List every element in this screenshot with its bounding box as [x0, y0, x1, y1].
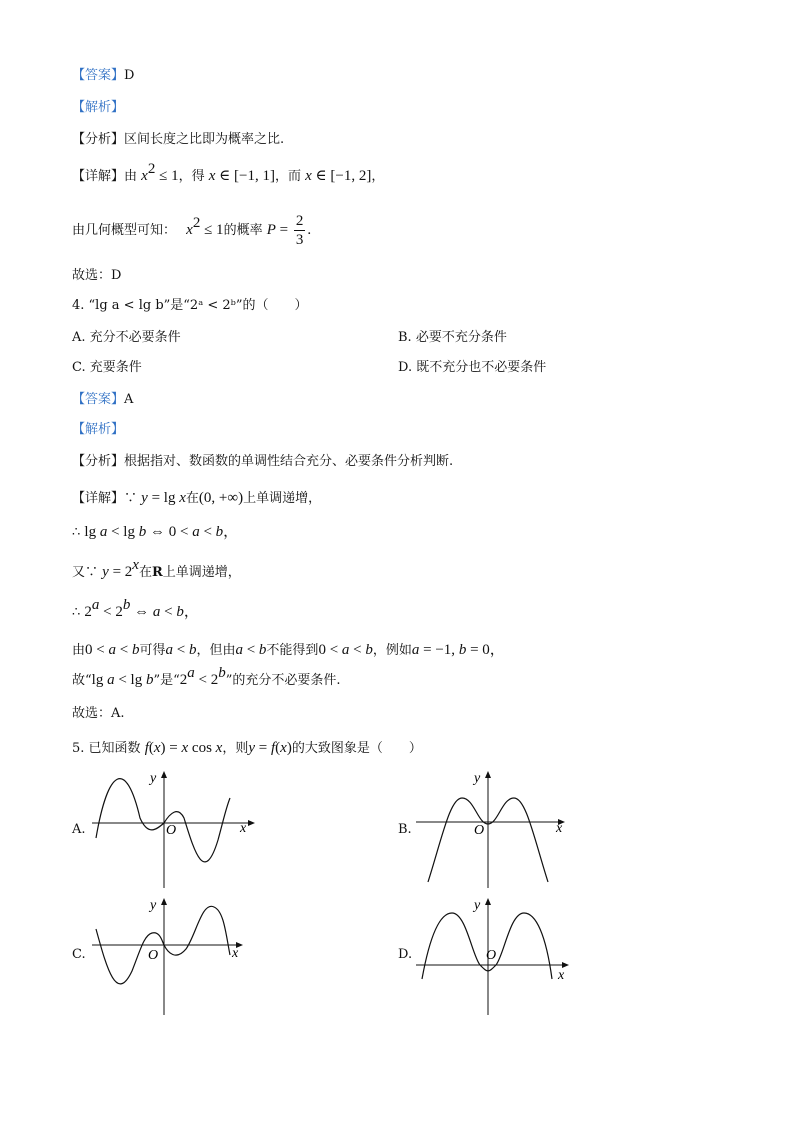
y-axis-label: y	[150, 898, 157, 913]
analysis-tag: 【解析】	[72, 422, 125, 437]
y-axis-label: y	[150, 771, 157, 786]
origin-label: O	[148, 948, 159, 963]
graph-label-a: A.	[72, 822, 86, 837]
answer-tag: 【答案】	[72, 68, 125, 83]
therefore-symbol: ∴	[72, 525, 81, 540]
x-axis-label: x	[240, 821, 247, 836]
y-axis-arrow	[161, 898, 167, 905]
detail-text: 上单调递增，	[162, 565, 241, 580]
detail-text: ，例如	[372, 643, 412, 658]
fenxi-text: 根据指对、数函数的单调性结合充分、必要条件分析判断.	[124, 454, 454, 469]
math-expr: x	[208, 168, 216, 184]
x-axis-arrow	[248, 820, 255, 826]
graph-label-d: D.	[398, 947, 413, 962]
graph-c	[90, 895, 260, 1017]
detail-tag: 【详解】	[72, 169, 125, 184]
graph-label-b: B.	[398, 822, 412, 837]
x-axis-label: x	[556, 821, 563, 836]
geo-text: 由几何概型可知：	[72, 223, 177, 238]
x-axis-label: x	[558, 968, 565, 983]
answer-value: A	[124, 392, 134, 407]
detail-text: ，而	[274, 169, 301, 184]
origin-label: O	[474, 823, 485, 838]
curve	[96, 779, 230, 862]
q4-detail-1: 【详解】∵ y = lg x在(0, +∞)上单调递增，	[72, 490, 322, 506]
graph-a	[90, 768, 260, 890]
q4-detail-2: ∴ lg a < lg b ⇔ 0 < a < b，	[72, 524, 239, 540]
q4-answer-line	[72, 390, 133, 410]
detail-text: 由	[124, 169, 138, 184]
origin-label: O	[166, 823, 177, 838]
y-axis-label: y	[474, 771, 481, 786]
q4-analysis-line	[72, 420, 124, 440]
detail-text: ，但由	[196, 643, 236, 658]
origin-label: O	[486, 948, 497, 963]
q4-stem-text: 4. “lg a < lg b”是“2ᵃ < 2ᵇ”的（ ）	[72, 298, 308, 313]
graph-d	[414, 895, 574, 1017]
q5-stem-text: 5. 已知函数	[72, 741, 141, 756]
detail-text: ，	[371, 169, 385, 184]
detail-text: 在	[185, 491, 199, 506]
detail-text: 故“	[72, 673, 92, 688]
q3-detail-line: 【详解】由 $x^2 \le 1$，得 x ∈ [−1, 1]，而 x ∈ [−1, 2]，	[72, 161, 385, 184]
option-b: B. 必要不充分条件	[398, 330, 507, 345]
real-set: R	[151, 565, 163, 580]
detail-text: 在	[138, 565, 152, 580]
geo-text: 的概率	[223, 223, 263, 238]
analysis-tag: 【解析】	[72, 100, 125, 115]
detail-text: ”是“	[153, 673, 180, 688]
option-d: D. 既不充分也不必要条件	[398, 360, 547, 375]
y-axis-arrow	[161, 771, 167, 778]
math-expr: x	[305, 168, 312, 184]
graph-b	[414, 768, 574, 890]
choose-text: 故选：A.	[72, 706, 125, 721]
choose-text: 故选：D	[72, 268, 122, 283]
q4-detail-3: 又∵ $y = 2^x$在R上单调递增，	[72, 557, 241, 580]
q5-stem-text: 的大致图象是（ ）	[291, 741, 422, 756]
q3-geo-line: 由几何概型可知： $x^2 \le 1$的概率 P = $\frac{2}{3}$ .	[72, 213, 312, 248]
option-c: C. 充要条件	[72, 360, 142, 375]
graph-label-c: C.	[72, 947, 86, 962]
fenxi-tag: 【分析】	[72, 132, 125, 147]
fenxi-text: 区间长度之比即为概率之比.	[124, 132, 285, 147]
x-axis-label: x	[232, 946, 239, 961]
y-axis-label: y	[474, 898, 481, 913]
because-symbol: ∵	[124, 491, 138, 506]
detail-tag: 【详解】	[72, 491, 125, 506]
because-symbol: 又∵	[72, 565, 99, 580]
fenxi-tag: 【分析】	[72, 454, 125, 469]
detail-text: 上单调递增，	[243, 491, 322, 506]
q4-fenxi-line	[72, 452, 453, 472]
answer-tag: 【答案】	[72, 392, 125, 407]
q5-stem: 5. 已知函数 f(x) = x cos x，则y = f(x)的大致图象是（ ）	[72, 740, 422, 756]
q3-choose-line	[72, 266, 121, 286]
q3-analysis-line	[72, 98, 124, 118]
q5-stem-text: ，则	[222, 741, 249, 756]
math-expr: x	[141, 168, 148, 184]
q4-detail-6: 故“lg a < lg b”是“$2^a < 2^b$”的充分不必要条件.	[72, 665, 341, 688]
detail-text: ”的充分不必要条件.	[225, 673, 341, 688]
detail-text: 不能得到	[266, 643, 319, 658]
detail-text: 可得	[139, 643, 166, 658]
probability-fraction: $\frac{2}{3}$	[295, 213, 304, 248]
detail-text: 由	[72, 643, 86, 658]
answer-value: D	[124, 68, 135, 83]
math-expr: x	[186, 222, 193, 238]
q4-detail-5: 由0 < a < b可得a < b，但由a < b不能得到0 < a < b，例如a = −1, b = 0，	[72, 642, 505, 658]
curve	[422, 913, 552, 979]
q3-fenxi-line	[72, 130, 284, 150]
q4-detail-4: ∴ $2^a < 2^b$ ⇔ a < b，	[72, 597, 199, 620]
option-a: A. 充分不必要条件	[72, 330, 181, 345]
detail-text: ，得	[178, 169, 205, 184]
q4-stem	[72, 296, 308, 316]
therefore-symbol: ∴	[72, 605, 81, 620]
math-expr: P	[266, 222, 276, 238]
q3-answer-line	[72, 66, 134, 86]
y-axis-arrow	[485, 771, 491, 778]
y-axis-arrow	[485, 898, 491, 905]
q4-choose-line	[72, 704, 125, 724]
